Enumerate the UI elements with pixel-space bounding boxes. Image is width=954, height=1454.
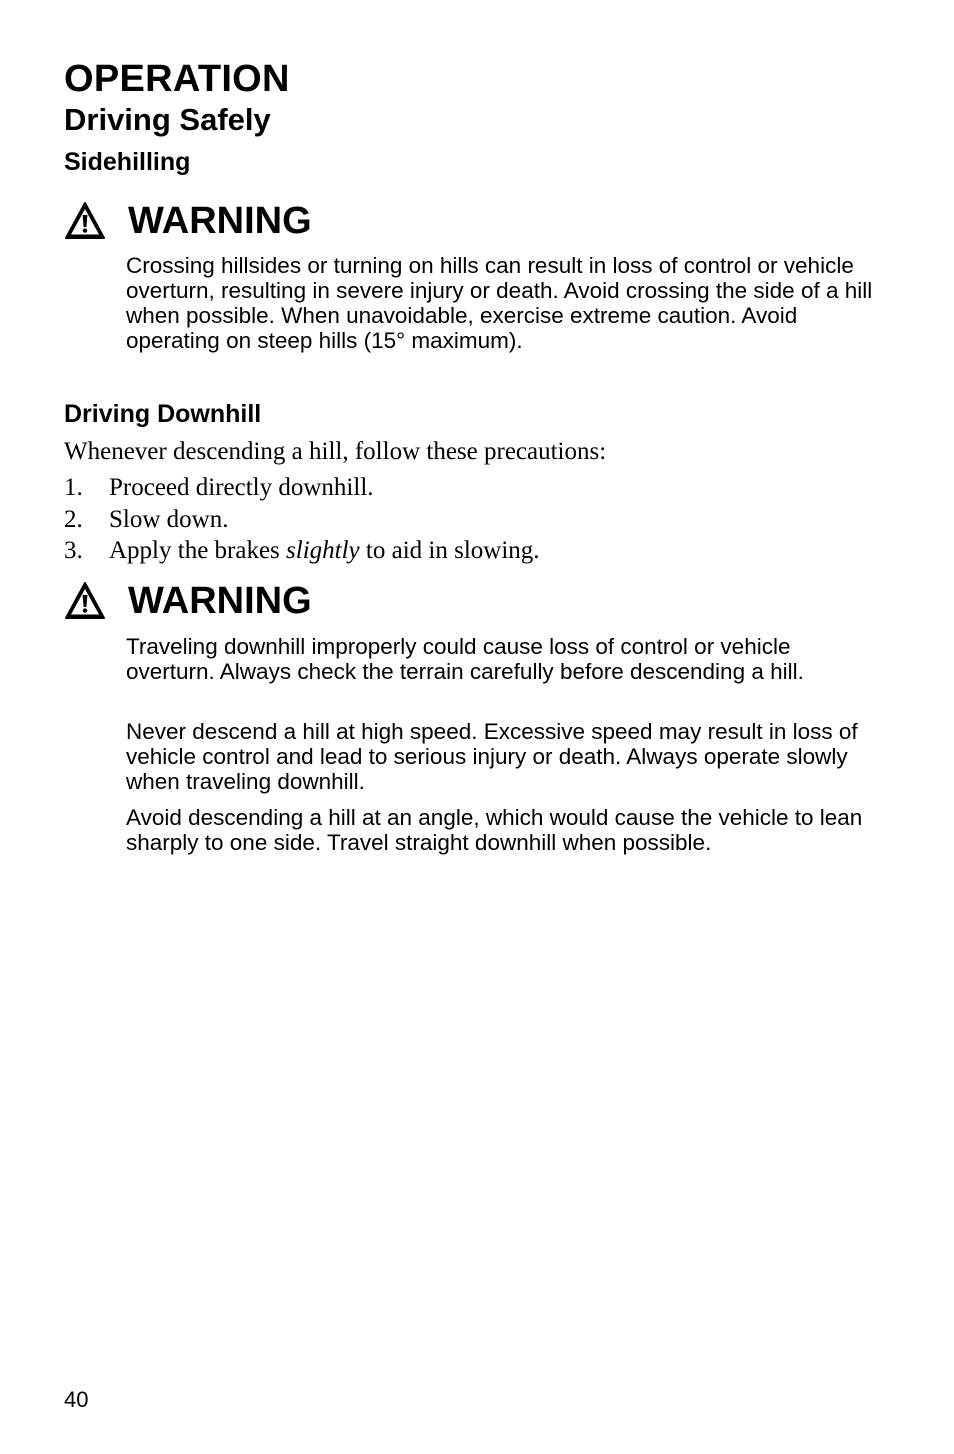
step-number: 1. — [64, 474, 83, 501]
sidehilling-warning-header — [64, 198, 312, 244]
page-number: 40 — [64, 1387, 89, 1412]
list-item — [64, 504, 540, 536]
step-text: Proceed directly downhill. — [109, 474, 374, 501]
sidehilling-warning-text: Crossing hillsides or turning on hills can result in loss of control or vehicle overturn, resulting in severe injury or death. Avoid crossing the side of a hill when possible. When unavoidable, exercise extreme caution. Avoid operating on steep hills (15° maximum). — [126, 253, 873, 353]
warning-triangle-icon — [64, 581, 106, 621]
downhill-steps — [64, 472, 540, 567]
downhill-warning-paragraph-1: Traveling downhill improperly could cause loss of control or vehicle overturn. Always check the terrain carefully before descending a hill. — [126, 634, 804, 684]
step-text: Slow down. — [109, 505, 229, 533]
downhill-warning-header — [64, 578, 312, 624]
step-text-after: to aid in slowing. — [359, 537, 540, 564]
step-text-before: Apply the brakes — [109, 537, 287, 564]
driving-downhill-heading: Driving Downhill — [64, 400, 262, 428]
warning-triangle-icon — [64, 201, 106, 241]
warning-label: WARNING — [128, 200, 312, 242]
list-item — [64, 535, 540, 567]
downhill-warning-paragraph-2: Never descend a hill at high speed. Excessive speed may result in loss of vehicle control and lead to serious injury or death. Always operate slowly when traveling downhill. — [126, 719, 858, 794]
list-item — [64, 472, 540, 504]
downhill-warning-paragraph-3: Avoid descending a hill at an angle, which would cause the vehicle to lean sharply to one side. Travel straight downhill when possible. — [126, 805, 863, 855]
subsection-title: Driving Safely — [64, 102, 271, 137]
step-emphasis: slightly — [286, 537, 360, 564]
warning-label: WARNING — [128, 580, 312, 622]
step-text — [109, 535, 540, 567]
downhill-intro: Whenever descending a hill, follow these precautions: — [64, 438, 607, 465]
section-title: OPERATION — [64, 58, 290, 100]
sidehilling-heading: Sidehilling — [64, 148, 191, 176]
step-number: 2. — [64, 505, 83, 533]
step-number: 3. — [64, 537, 83, 564]
